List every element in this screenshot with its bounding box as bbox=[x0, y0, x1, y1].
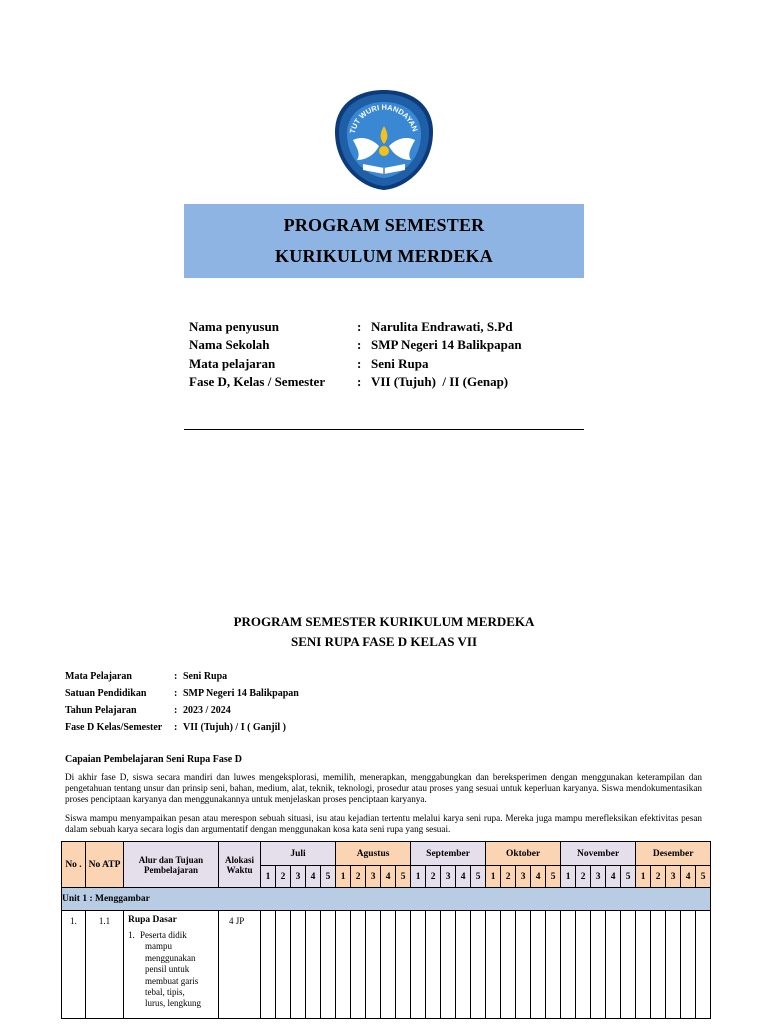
info-value: SMP Negeri 14 Balikpapan bbox=[371, 337, 522, 353]
week-slot bbox=[561, 911, 576, 1019]
info-value: Narulita Endrawati, S.Pd bbox=[371, 319, 513, 334]
week-cell: 2 bbox=[651, 866, 666, 888]
week-cell: 4 bbox=[456, 866, 471, 888]
cell-alur bbox=[124, 911, 219, 1019]
cell-alokasi: 4 JP bbox=[219, 911, 261, 1019]
cell-no: 1. bbox=[62, 911, 86, 1019]
week-slot bbox=[396, 911, 411, 1019]
week-cell: 2 bbox=[501, 866, 516, 888]
table-row bbox=[62, 911, 711, 1019]
week-slot bbox=[261, 911, 276, 1019]
week-cell: 3 bbox=[291, 866, 306, 888]
week-cell: 5 bbox=[396, 866, 411, 888]
week-cell: 1 bbox=[336, 866, 351, 888]
info-row bbox=[189, 355, 522, 373]
alur-item-number: 1. bbox=[128, 930, 135, 940]
week-slot bbox=[441, 911, 456, 1019]
week-slot bbox=[636, 911, 651, 1019]
meta-row bbox=[65, 719, 299, 736]
info-row bbox=[189, 373, 522, 391]
info-separator: : bbox=[357, 337, 362, 353]
info-label: Nama Sekolah bbox=[189, 337, 270, 353]
week-slot bbox=[276, 911, 291, 1019]
week-cell: 4 bbox=[381, 866, 396, 888]
meta-separator: : bbox=[174, 688, 178, 699]
week-slot bbox=[486, 911, 501, 1019]
cover-title-box bbox=[184, 204, 584, 278]
week-cell: 1 bbox=[561, 866, 576, 888]
month-header: Agustus bbox=[336, 842, 411, 866]
week-cell: 4 bbox=[606, 866, 621, 888]
alur-item-line: mampu bbox=[145, 941, 172, 952]
week-slot bbox=[591, 911, 606, 1019]
month-header: Desember bbox=[636, 842, 711, 866]
week-slot bbox=[621, 911, 636, 1019]
meta-row bbox=[65, 685, 299, 702]
week-slot bbox=[531, 911, 546, 1019]
cover-info bbox=[189, 318, 522, 391]
alur-heading: Rupa Dasar bbox=[128, 915, 177, 925]
week-slot bbox=[336, 911, 351, 1019]
unit-row bbox=[62, 888, 711, 911]
alur-item-text bbox=[140, 930, 201, 1010]
alur-item-line: membuat garis bbox=[145, 975, 199, 986]
info-separator: : bbox=[357, 373, 362, 389]
col-header-no: No . bbox=[62, 842, 86, 888]
week-cell: 2 bbox=[426, 866, 441, 888]
week-cell: 3 bbox=[666, 866, 681, 888]
week-cell: 2 bbox=[351, 866, 366, 888]
week-slot bbox=[666, 911, 681, 1019]
week-cell: 5 bbox=[546, 866, 561, 888]
page2-title bbox=[0, 612, 768, 652]
week-slot bbox=[456, 911, 471, 1019]
alur-item-line: lurus, lengkung bbox=[145, 998, 201, 1009]
meta-separator: : bbox=[174, 722, 178, 733]
week-slot bbox=[696, 911, 711, 1019]
meta-label: Fase D Kelas/Semester bbox=[65, 722, 163, 733]
week-slot bbox=[606, 911, 621, 1019]
info-separator: : bbox=[357, 319, 362, 334]
page2-title-line2: SENI RUPA FASE D KELAS VII bbox=[290, 634, 478, 649]
page2-meta bbox=[65, 668, 299, 736]
meta-separator: : bbox=[174, 705, 178, 716]
info-label: Fase D, Kelas / Semester bbox=[189, 373, 326, 389]
month-header: September bbox=[411, 842, 486, 866]
week-cell: 3 bbox=[366, 866, 381, 888]
info-row bbox=[189, 318, 522, 336]
capaian-paragraph-1: Di akhir fase D, siswa secara mandiri dan luwes mengeksplorasi, memilih, menerapkan, menggabungkan dan bereksperimen dengan menggunakan keterampilan dan pengetahuan tentang unsur dan prinsip seni, bahan, medium, alat, teknik, teknologi, prosedur atau proses yang sesuai untuk keperluan karyanya. Siswa mendokumentasikan proses penciptaan karyanya dan menggunakannya untuk menjelaskan proses penciptaan karyanya. bbox=[65, 772, 702, 805]
alur-item-line: Peserta didik bbox=[140, 930, 187, 940]
cover-title-line2: KURIKULUM MERDEKA bbox=[275, 246, 493, 266]
info-row bbox=[189, 336, 522, 354]
week-cell: 5 bbox=[471, 866, 486, 888]
week-slot bbox=[546, 911, 561, 1019]
week-cell: 5 bbox=[621, 866, 636, 888]
week-cell: 4 bbox=[681, 866, 696, 888]
week-cell: 5 bbox=[321, 866, 336, 888]
week-slot bbox=[576, 911, 591, 1019]
meta-value: Seni Rupa bbox=[183, 671, 228, 682]
tut-wuri-handayani-logo bbox=[333, 88, 435, 192]
week-cell: 1 bbox=[261, 866, 276, 888]
month-header: Oktober bbox=[486, 842, 561, 866]
alur-item-line: pensil untuk bbox=[145, 964, 190, 975]
week-slot bbox=[426, 911, 441, 1019]
week-cell: 1 bbox=[486, 866, 501, 888]
unit-label: Unit 1 : Menggambar bbox=[62, 888, 711, 911]
alur-item-line: menggunakan bbox=[145, 952, 196, 963]
info-value: Seni Rupa bbox=[371, 355, 429, 371]
week-cell: 2 bbox=[276, 866, 291, 888]
cell-atp: 1.1 bbox=[86, 911, 124, 1019]
meta-label: Mata Pelajaran bbox=[65, 671, 132, 682]
week-slot bbox=[651, 911, 666, 1019]
week-slot bbox=[471, 911, 486, 1019]
logo-arc-text: TUT WURI HANDAYAN bbox=[347, 102, 420, 135]
info-label: Mata pelajaran bbox=[189, 355, 276, 371]
week-cell: 1 bbox=[636, 866, 651, 888]
week-cell: 5 bbox=[696, 866, 711, 888]
meta-value: VII (Tujuh) / I ( Ganjil ) bbox=[183, 722, 286, 733]
col-header-alur: Alur dan Tujuan Pembelajaran bbox=[124, 842, 219, 888]
week-cell: 3 bbox=[516, 866, 531, 888]
week-slot bbox=[321, 911, 336, 1019]
week-cell: 3 bbox=[591, 866, 606, 888]
week-slot bbox=[381, 911, 396, 1019]
week-cell: 1 bbox=[411, 866, 426, 888]
alur-item bbox=[128, 930, 215, 1010]
week-slot bbox=[306, 911, 321, 1019]
cover-title-line1: PROGRAM SEMESTER bbox=[283, 215, 485, 235]
capaian-heading: Capaian Pembelajaran Seni Rupa Fase D bbox=[65, 754, 242, 765]
semester-plan-table bbox=[61, 841, 711, 1019]
info-label: Nama penyusun bbox=[189, 319, 279, 334]
tut-wuri-logo-icon bbox=[333, 88, 435, 192]
week-cell: 4 bbox=[306, 866, 321, 888]
alur-item-line: tebal, tipis, bbox=[145, 987, 185, 998]
capaian-paragraph-2: Siswa mampu menyampaikan pesan atau merespon sebuah situasi, isu atau kejadian tertentu melalui karya seni rupa. Mereka juga mampu merefleksikan efektivitas pesan dalam sebuah karya secara logis dan argumentatif dengan menggunakan kosa kata seni rupa yang sesuai. bbox=[65, 813, 702, 835]
cover-divider bbox=[184, 429, 584, 430]
week-slot bbox=[681, 911, 696, 1019]
page2-title-line1: PROGRAM SEMESTER KURIKULUM MERDEKA bbox=[233, 614, 535, 629]
meta-row bbox=[65, 702, 299, 719]
month-header: Juli bbox=[261, 842, 336, 866]
info-separator: : bbox=[357, 355, 362, 371]
meta-value: 2023 / 2024 bbox=[183, 705, 231, 716]
week-slot bbox=[516, 911, 531, 1019]
week-slot bbox=[501, 911, 516, 1019]
meta-label: Tahun Pelajaran bbox=[65, 705, 137, 716]
meta-value: SMP Negeri 14 Balikpapan bbox=[183, 688, 299, 699]
week-cell: 4 bbox=[531, 866, 546, 888]
meta-separator: : bbox=[174, 671, 178, 682]
col-header-alokasi: Alokasi Waktu bbox=[219, 842, 261, 888]
week-slot bbox=[411, 911, 426, 1019]
week-cell: 2 bbox=[576, 866, 591, 888]
meta-row bbox=[65, 668, 299, 685]
info-value: VII (Tujuh) / II (Genap) bbox=[371, 373, 509, 389]
meta-label: Satuan Pendidikan bbox=[65, 688, 147, 699]
col-header-no-atp: No ATP bbox=[86, 842, 124, 888]
week-slot bbox=[351, 911, 366, 1019]
month-header: November bbox=[561, 842, 636, 866]
week-slot bbox=[291, 911, 306, 1019]
week-slot bbox=[366, 911, 381, 1019]
week-cell: 3 bbox=[441, 866, 456, 888]
